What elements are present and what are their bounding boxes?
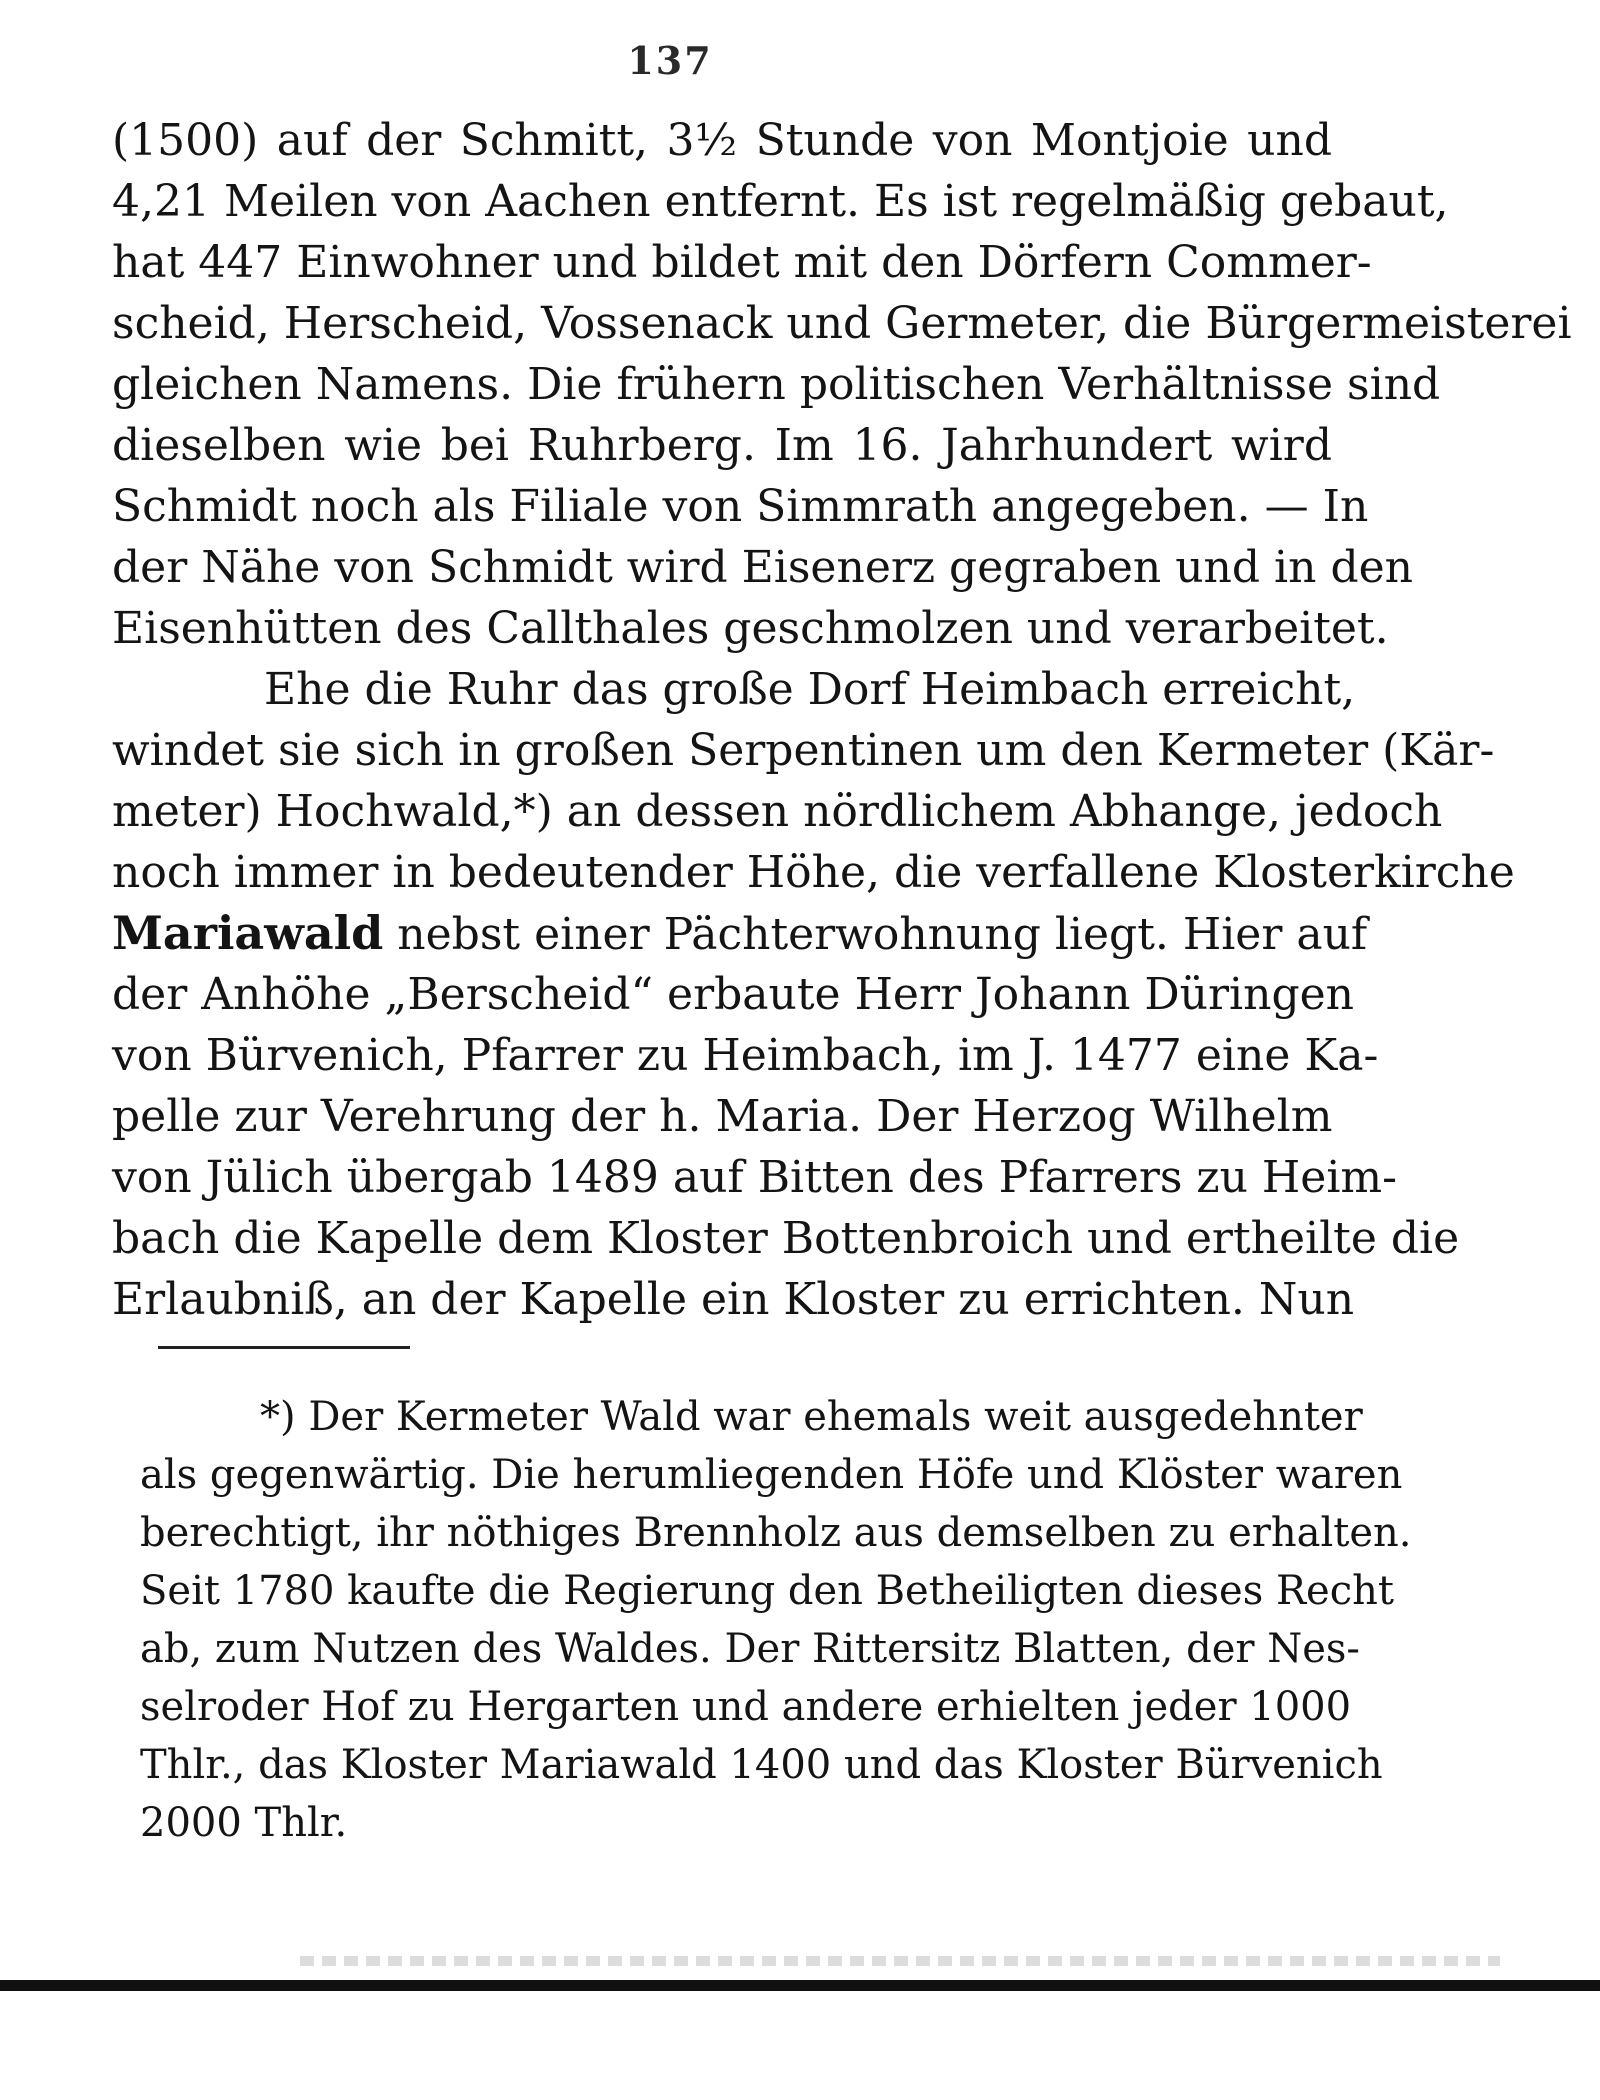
text-line: hat 447 Einwohner und bildet mit den Dörfern Commer- <box>112 237 1372 288</box>
footnote-line: 2000 Thlr. <box>140 1800 348 1846</box>
text-line: noch immer in bedeutender Höhe, die verfallene Klosterkirche <box>112 847 1515 898</box>
footnote-line: *) Der Kermeter Wald war ehemals weit ausgedehnter <box>260 1394 1363 1440</box>
page-number: 137 <box>627 38 713 83</box>
footnote <box>140 1388 1412 1852</box>
text-line: Erlaubniß, an der Kapelle ein Kloster zu errichten. Nun <box>112 1274 1355 1325</box>
text-line: 4,21 Meilen von Aachen entfernt. Es ist regelmäßig gebaut, <box>112 176 1449 227</box>
footnote-line: Seit 1780 kaufte die Regierung den Betheiligten dieses Recht <box>140 1568 1394 1614</box>
footnote-line: ab, zum Nutzen des Waldes. Der Rittersitz Blatten, der Nes- <box>140 1626 1360 1672</box>
scan-edge-bar <box>0 1980 1600 1991</box>
scan-noise <box>300 1956 1500 1966</box>
text-line: pelle zur Verehrung der h. Maria. Der Herzog Wilhelm <box>112 1091 1333 1142</box>
footnote-line: selroder Hof zu Hergarten und andere erhielten jeder 1000 <box>140 1684 1352 1730</box>
main-text <box>112 110 1572 1330</box>
text-line-with-emphasis <box>112 903 1368 964</box>
text-line: Ehe die Ruhr das große Dorf Heimbach erreicht, <box>264 664 1356 715</box>
text-line: der Nähe von Schmidt wird Eisenerz gegraben und in den <box>112 542 1413 593</box>
footnote-separator <box>158 1346 410 1349</box>
place-name-emphasis: Mariawald <box>112 906 384 960</box>
text-line: dieselben wie bei Ruhrberg. Im 16. Jahrhundert wird <box>112 420 1332 471</box>
text-line: bach die Kapelle dem Kloster Bottenbroich und ertheilte die <box>112 1213 1460 1264</box>
text-line: Schmidt noch als Filiale von Simmrath angegeben. — In <box>112 481 1369 532</box>
text-line: scheid, Herscheid, Vossenack und Germeter, die Bürgermeisterei <box>112 298 1572 349</box>
text-line: windet sie sich in großen Serpentinen um den Kermeter (Kär- <box>112 725 1495 776</box>
text-line: gleichen Namens. Die frühern politischen Verhältnisse sind <box>112 359 1441 410</box>
text-line: von Bürvenich, Pfarrer zu Heimbach, im J. 1477 eine Ka- <box>112 1030 1379 1081</box>
text-line: von Jülich übergab 1489 auf Bitten des Pfarrers zu Heim- <box>112 1152 1398 1203</box>
footnote-line: Thlr., das Kloster Mariawald 1400 und das Kloster Bürvenich <box>140 1742 1383 1788</box>
text-line: Eisenhütten des Callthales geschmolzen und verarbeitet. <box>112 603 1389 654</box>
text-line: (1500) auf der Schmitt, 3½ Stunde von Montjoie und <box>112 115 1332 166</box>
footnote-line: berechtigt, ihr nöthiges Brennholz aus demselben zu erhalten. <box>140 1510 1412 1556</box>
text-line: der Anhöhe „Berscheid“ erbaute Herr Johann Düringen <box>112 969 1354 1020</box>
text-line: meter) Hochwald,*) an dessen nördlichem Abhange, jedoch <box>112 786 1443 837</box>
footnote-line: als gegenwärtig. Die herumliegenden Höfe und Klöster waren <box>140 1452 1403 1498</box>
text-line-rest: nebst einer Pächterwohnung liegt. Hier auf <box>397 909 1368 960</box>
